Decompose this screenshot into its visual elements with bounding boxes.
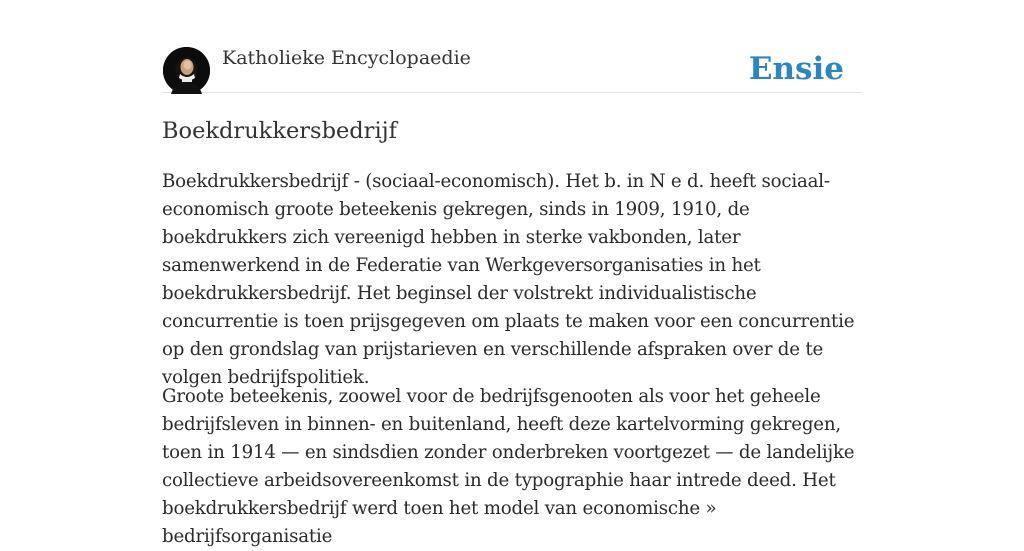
site-name[interactable]: Katholieke Encyclopaedie	[222, 47, 471, 69]
article-paragraph: Boekdrukkersbedrijf - (sociaal-economisch). Het b. in N e d. heeft sociaal-economisch groote beteekenis gekregen, sinds in 1909, 1910, de boekdrukkers zich vereenigd hebben in sterke vakbonden, later samenwerkend in de Federatie van Werkgeversorganisaties in het boekdrukkersbedrijf. Het beginsel der volstrekt individualistische concurrentie is toen prijsgegeven om plaats te maken voor een concurrentie op den grondslag van prijstarieven en verschillende afspraken over de te volgen bedrijfspolitiek.	[162, 171, 855, 388]
article-page	[162, 0, 862, 547]
brand-logo[interactable]: Ensie	[748, 51, 844, 87]
site-header	[162, 0, 862, 93]
portrait-icon	[163, 47, 210, 94]
page-title: Boekdrukkersbedrijf	[162, 118, 397, 144]
article-paragraph: Groote beteekenis, zoowel voor de bedrijfsgenooten als voor het geheele bedrijfsleven in binnen- en buitenland, heeft deze kartelvorming gekregen, toen in 1914 — en sindsdien zonder onderbreken voortgezet — de landelijke collectieve arbeidsovereenkomst in de typographie haar intrede deed. Het boekdrukkersbedrijf werd toen het model van economische » bedrijfsorganisatie	[162, 386, 855, 547]
portrait-avatar[interactable]	[163, 47, 210, 94]
